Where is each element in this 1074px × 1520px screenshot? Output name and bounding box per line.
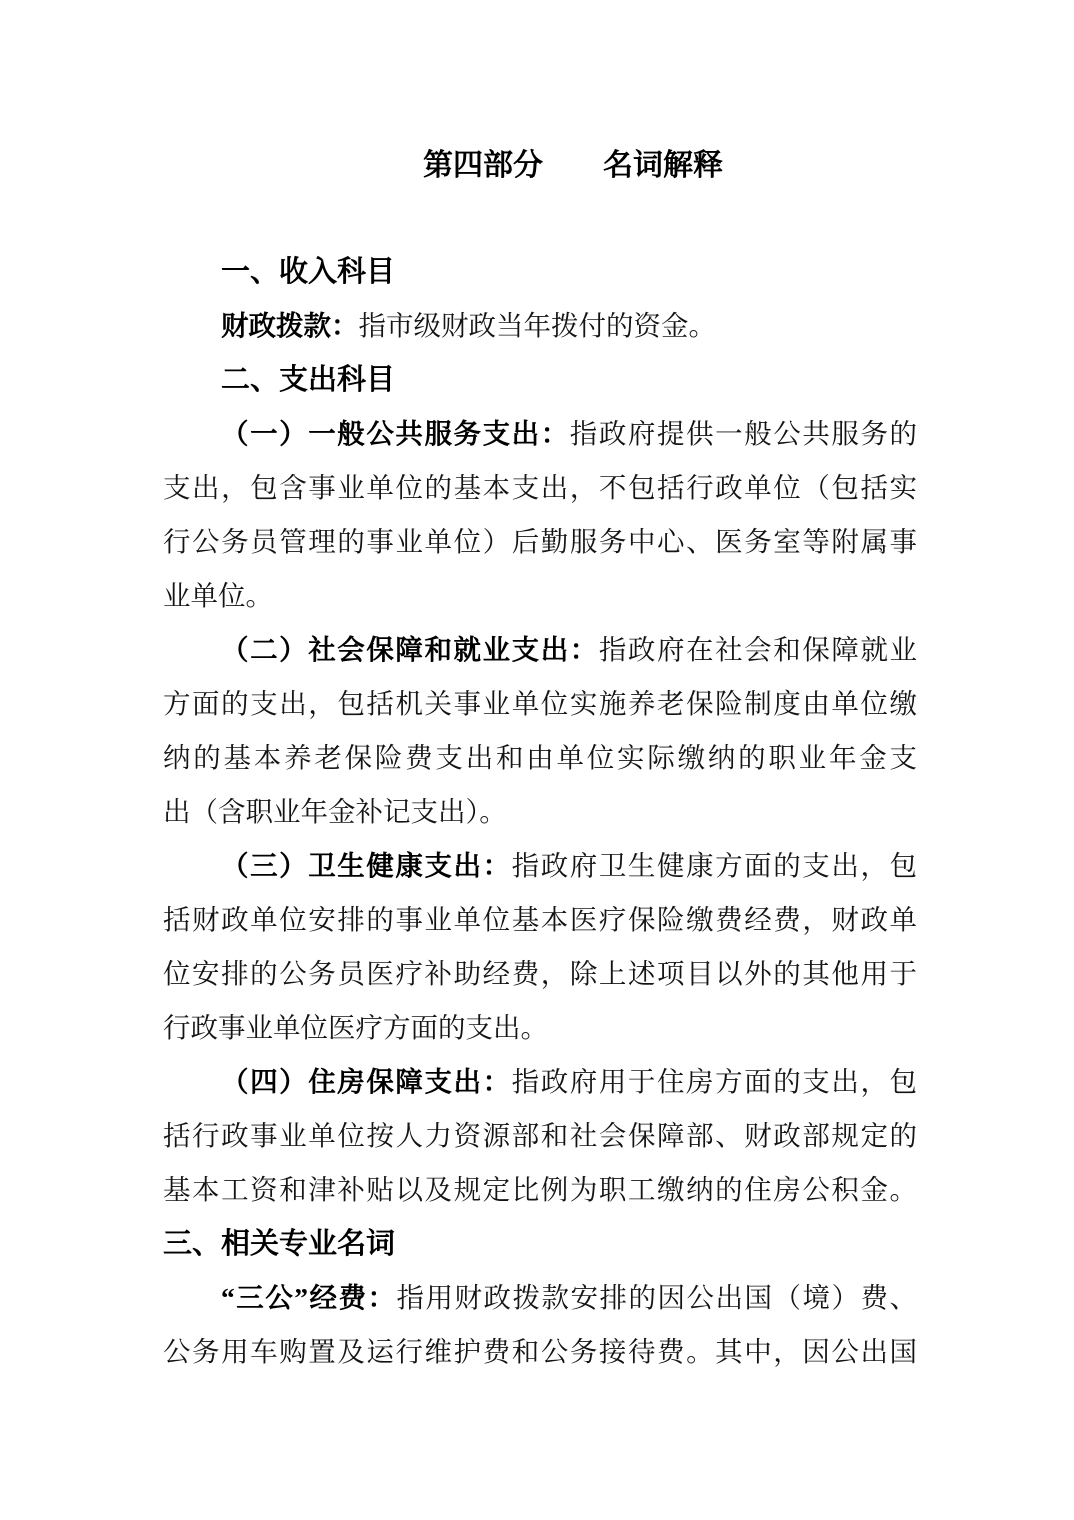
paragraph-line: 括行政事业单位按人力资源部和社会保障部、财政部规定的: [163, 1120, 917, 1151]
paragraph-line: 财政拨款：指市级财政当年拨付的资金。: [221, 310, 716, 341]
paragraph-lead: “三公”经费：: [221, 1282, 397, 1313]
section-heading: 一、收入科目: [221, 256, 396, 288]
paragraph-lead: （一）一般公共服务支出：: [221, 418, 570, 449]
page-title: 第四部分 名词解释: [423, 149, 723, 182]
paragraph-line: “三公”经费：指用财政拨款安排的因公出国（境）费、: [221, 1282, 917, 1313]
paragraph-line: 支出，包含事业单位的基本支出，不包括行政单位（包括实: [163, 472, 917, 503]
paragraph-line: 行公务员管理的事业单位）后勤服务中心、医务室等附属事: [163, 526, 917, 557]
section-heading: 三、相关专业名词: [163, 1228, 396, 1260]
paragraph-line: （二）社会保障和就业支出：指政府在社会和保障就业: [221, 634, 917, 665]
paragraph-line: 括财政单位安排的事业单位基本医疗保险缴费经费，财政单: [163, 904, 917, 935]
paragraph-line: 基本工资和津补贴以及规定比例为职工缴纳的住房公积金。: [163, 1174, 917, 1205]
paragraph-line: 出（含职业年金补记支出）。: [163, 796, 507, 827]
paragraph-line: 公务用车购置及运行维护费和公务接待费。其中，因公出国: [163, 1336, 917, 1367]
document-content: [163, 138, 917, 1379]
paragraph-line: 方面的支出，包括机关事业单位实施养老保险制度由单位缴: [163, 688, 917, 719]
paragraph-line: （三）卫生健康支出：指政府卫生健康方面的支出，包: [221, 850, 917, 881]
paragraph-line: 行政事业单位医疗方面的支出。: [163, 1012, 548, 1043]
paragraph-lead: （二）社会保障和就业支出：: [221, 634, 599, 665]
paragraph-lead: 财政拨款：: [221, 310, 359, 341]
paragraph-line: （四）住房保障支出：指政府用于住房方面的支出，包: [221, 1066, 917, 1097]
paragraph-lead: （三）卫生健康支出：: [221, 850, 512, 881]
paragraph-line: 位安排的公务员医疗补助经费，除上述项目以外的其他用于: [163, 958, 917, 989]
section-heading: 二、支出科目: [221, 364, 396, 396]
paragraph-line: （一）一般公共服务支出：指政府提供一般公共服务的: [221, 418, 917, 449]
paragraph-line: 业单位。: [163, 580, 273, 611]
paragraph-lead: （四）住房保障支出：: [221, 1066, 512, 1097]
paragraph-line: 纳的基本养老保险费支出和由单位实际缴纳的职业年金支: [163, 742, 917, 773]
